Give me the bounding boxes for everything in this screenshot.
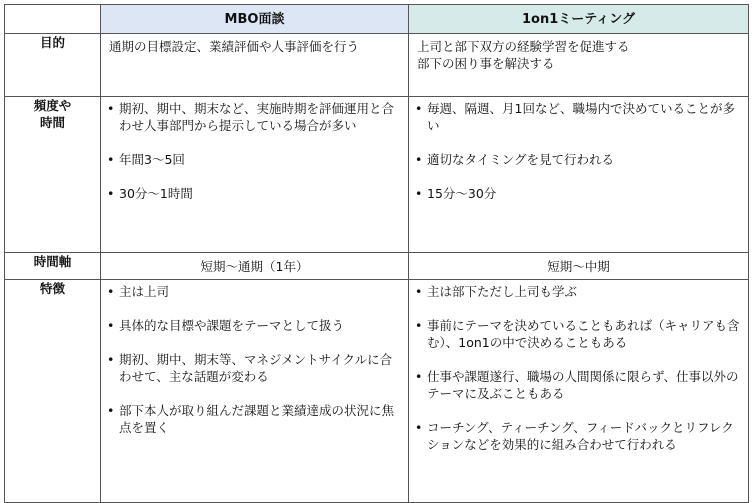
cell-mbo-features bbox=[101, 280, 409, 503]
list-item: • 期初、期中、期末など、実施時期を評価運用と合わせ人事部門から提示している場合が多い bbox=[107, 100, 402, 134]
mbo-features-list bbox=[101, 280, 408, 436]
comparison-table bbox=[4, 4, 749, 503]
cell-1on1-frequency bbox=[409, 97, 749, 253]
header-mbo: MBO面談 bbox=[101, 5, 409, 34]
list-item: • 部下本人が取り組んだ課題と業績達成の状況に焦点を置く bbox=[107, 402, 402, 436]
cell-1on1-purpose bbox=[409, 34, 749, 97]
list-item: • 具体的な目標や課題をテーマとして扱う bbox=[107, 317, 402, 334]
corner-cell bbox=[5, 5, 101, 34]
list-item: • 15分～30分 bbox=[415, 185, 742, 202]
row-label-frequency-line: 頻度や bbox=[33, 98, 72, 113]
row-label-frequency bbox=[5, 97, 101, 253]
cell-1on1-timeaxis: 短期～中期 bbox=[409, 253, 749, 280]
list-item: • 適切なタイミングを見て行われる bbox=[415, 151, 742, 168]
1on1-frequency-list bbox=[409, 97, 748, 202]
1on1-purpose-text bbox=[409, 34, 748, 72]
row-purpose bbox=[5, 34, 749, 97]
cell-1on1-features bbox=[409, 280, 749, 503]
list-item: • 期初、期中、期末等、マネジメントサイクルに合わせて、主な話題が変わる bbox=[107, 351, 402, 385]
mbo-purpose-text: 通期の目標設定、業績評価や人事評価を行う bbox=[109, 39, 360, 54]
list-item: • 毎週、隔週、月1回など、職場内で決めていることが多い bbox=[415, 100, 742, 134]
mbo-frequency-list bbox=[101, 97, 408, 202]
list-item: • 30分～1時間 bbox=[107, 185, 402, 202]
row-features bbox=[5, 280, 749, 503]
row-label-frequency-line: 時間 bbox=[39, 115, 65, 130]
row-frequency bbox=[5, 97, 749, 253]
header-row bbox=[5, 5, 749, 34]
1on1-purpose-line: 部下の困り事を解決する bbox=[417, 56, 555, 71]
list-item: • 仕事や課題遂行、職場の人間関係に限らず、仕事以外のテーマに及ぶこともある bbox=[415, 368, 742, 402]
list-item: • 事前にテーマを決めていることもあれば（キャリアも含む）、1on1の中で決めることもある bbox=[415, 317, 742, 351]
cell-mbo-frequency bbox=[101, 97, 409, 253]
list-item: • 年間3～5回 bbox=[107, 151, 402, 168]
list-item: • 主は部下ただし上司も学ぶ bbox=[415, 283, 742, 300]
1on1-features-list bbox=[409, 280, 748, 453]
row-label-purpose: 目的 bbox=[5, 34, 101, 97]
row-label-timeaxis: 時間軸 bbox=[5, 253, 101, 280]
row-label-features: 特徴 bbox=[5, 280, 101, 503]
cell-mbo-purpose bbox=[101, 34, 409, 97]
1on1-purpose-line: 上司と部下双方の経験学習を促進する bbox=[417, 39, 630, 54]
cell-mbo-timeaxis: 短期～通期（1年） bbox=[101, 253, 409, 280]
row-timeaxis bbox=[5, 253, 749, 280]
header-1on1: 1on1ミーティング bbox=[409, 5, 749, 34]
list-item: • 主は上司 bbox=[107, 283, 402, 300]
list-item: • コーチング、ティーチング、フィードバックとリフレクションなどを効果的に組み合わせて行われる bbox=[415, 419, 742, 453]
